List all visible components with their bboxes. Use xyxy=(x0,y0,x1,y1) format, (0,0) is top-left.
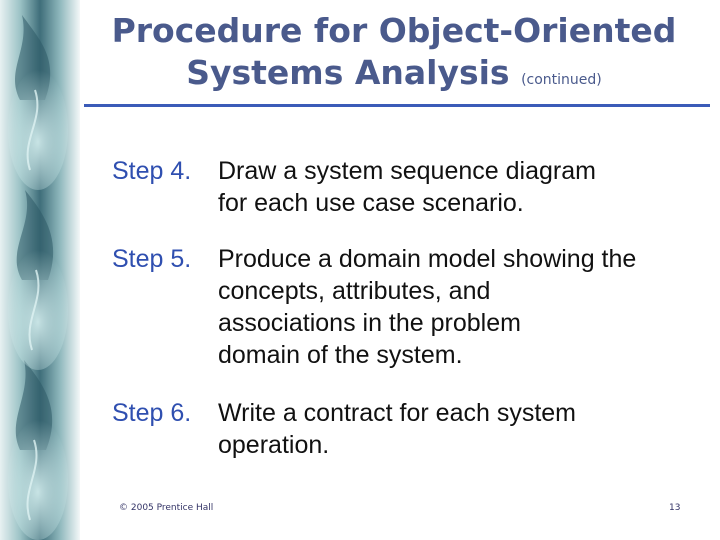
step-text xyxy=(218,155,596,219)
title-line-2 xyxy=(84,52,704,101)
step-line: Produce a domain model showing the xyxy=(218,245,637,273)
step-line: Write a contract for each system xyxy=(218,399,576,427)
step-line: domain of the system. xyxy=(218,341,463,369)
title-line-1: Procedure for Object-Oriented xyxy=(111,11,677,50)
step-label: Step 5. xyxy=(112,245,192,273)
page-number: 13 xyxy=(669,503,681,513)
step-text xyxy=(218,397,576,461)
step-5 xyxy=(112,243,637,369)
step-text xyxy=(218,243,636,371)
step-line: operation. xyxy=(218,431,330,459)
slide-title xyxy=(84,10,704,101)
footer-copyright: © 2005 Prentice Hall xyxy=(119,503,214,513)
step-6 xyxy=(112,397,576,459)
title-suffix: (continued) xyxy=(521,72,602,88)
step-4 xyxy=(112,155,596,217)
step-line: associations in the problem xyxy=(218,309,521,337)
step-line: concepts, attributes, and xyxy=(218,277,491,305)
step-line: for each use case scenario. xyxy=(218,189,524,217)
step-line: Draw a system sequence diagram xyxy=(218,157,596,185)
flame-decoration-icon xyxy=(0,0,80,540)
title-line-2-text: Systems Analysis xyxy=(186,53,510,92)
title-rule xyxy=(84,104,710,107)
step-label: Step 6. xyxy=(112,399,192,427)
step-label: Step 4. xyxy=(112,157,192,185)
